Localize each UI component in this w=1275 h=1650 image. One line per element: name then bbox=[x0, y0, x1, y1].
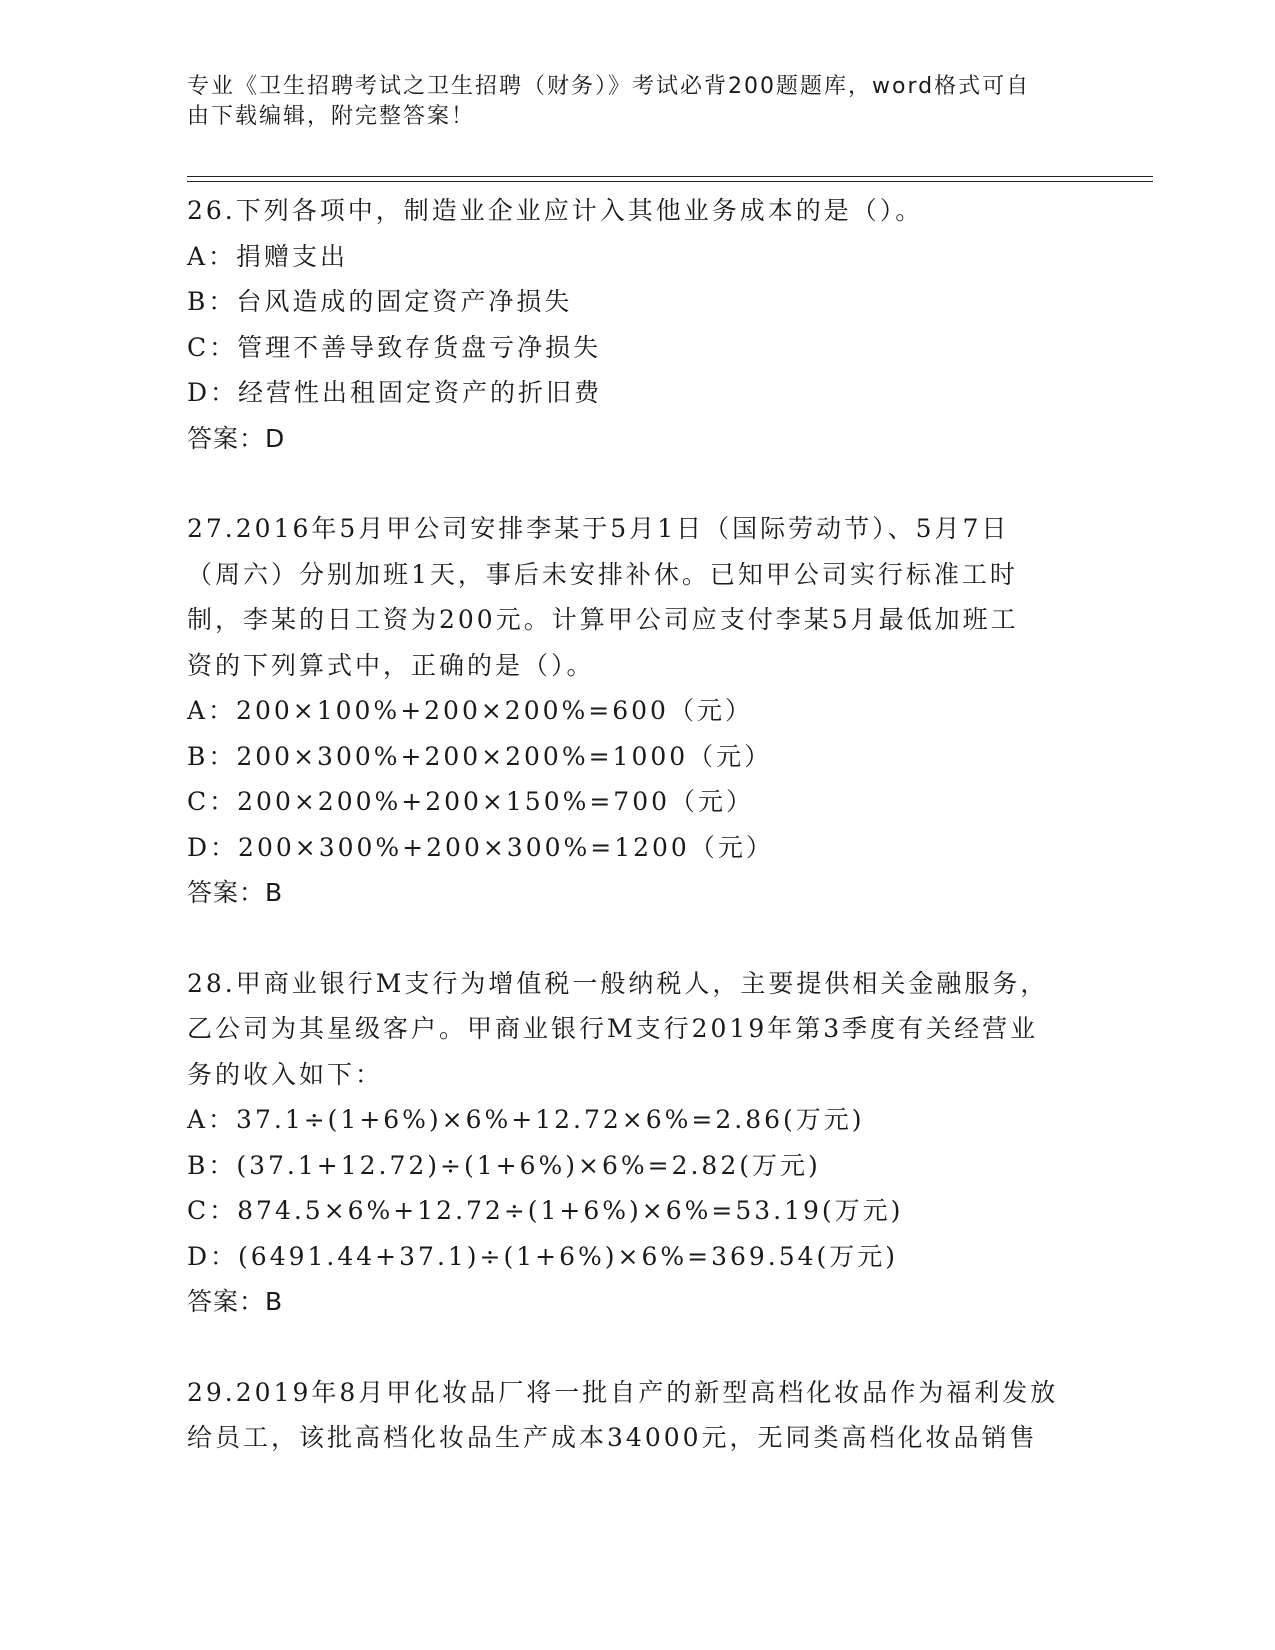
option-a: A：200×100%+200×200%=600（元） bbox=[187, 696, 753, 725]
question-29 bbox=[187, 1370, 1087, 1461]
header-divider-bottom bbox=[187, 181, 1153, 182]
question-27 bbox=[187, 506, 1087, 916]
question-text: 务的收入如下： bbox=[187, 1059, 384, 1089]
header-line-2: 由下载编辑，附完整答案！ bbox=[187, 104, 476, 129]
answer: 答案：B bbox=[187, 1287, 284, 1316]
answer: 答案：B bbox=[187, 878, 284, 907]
question-text: （周六）分别加班1天，事后未安排补休。已知甲公司实行标准工时 bbox=[187, 559, 1018, 589]
question-text: 资的下列算式中，正确的是（）。 bbox=[187, 650, 595, 680]
question-text: 26.下列各项中，制造业企业应计入其他业务成本的是（）。 bbox=[187, 196, 924, 225]
option-c: C：874.5×6%+12.72÷(1+6%)×6%=53.19(万元) bbox=[187, 1196, 904, 1225]
question-text: 29.2019年8月甲化妆品厂将一批自产的新型高档化妆品作为福利发放 bbox=[187, 1377, 1059, 1407]
question-text: 乙公司为其星级客户。甲商业银行M支行2019年第3季度有关经营业 bbox=[187, 1014, 1039, 1043]
question-list bbox=[187, 188, 1087, 1461]
answer: 答案：D bbox=[187, 423, 286, 453]
document-header bbox=[187, 72, 1067, 132]
option-d: D：经营性出租固定资产的折旧费 bbox=[187, 378, 603, 407]
option-d: D：200×300%+200×300%=1200（元） bbox=[187, 832, 774, 862]
option-d: D：(6491.44+37.1)÷(1+6%)×6%=369.54(万元) bbox=[187, 1241, 899, 1271]
option-b: B：台风造成的固定资产净损失 bbox=[187, 287, 573, 316]
question-text: 28.甲商业银行M支行为增值税一般纳税人，主要提供相关金融服务， bbox=[187, 968, 1049, 998]
option-c: C：200×200%+200×150%=700（元） bbox=[187, 787, 755, 816]
question-26 bbox=[187, 188, 1087, 461]
header-line-1: 专业《卫生招聘考试之卫生招聘（财务）》考试必背200题题库，word格式可自 bbox=[187, 74, 1031, 99]
question-text: 给员工，该批高档化妆品生产成本34000元，无同类高档化妆品销售 bbox=[187, 1423, 1038, 1452]
option-b: B：200×300%+200×200%=1000（元） bbox=[187, 741, 773, 771]
header-divider-top bbox=[187, 176, 1153, 177]
option-c: C：管理不善导致存货盘亏净损失 bbox=[187, 332, 602, 362]
option-a: A：37.1÷(1+6%)×6%+12.72×6%=2.86(万元) bbox=[187, 1105, 865, 1134]
option-a: A：捐赠支出 bbox=[187, 241, 349, 271]
question-text: 制，李某的日工资为200元。计算甲公司应支付李某5月最低加班工 bbox=[187, 605, 1019, 634]
question-text: 27.2016年5月甲公司安排李某于5月1日（国际劳动节）、5月7日 bbox=[187, 514, 1010, 543]
option-b: B：(37.1+12.72)÷(1+6%)×6%=2.82(万元) bbox=[187, 1150, 821, 1180]
question-28 bbox=[187, 961, 1087, 1325]
